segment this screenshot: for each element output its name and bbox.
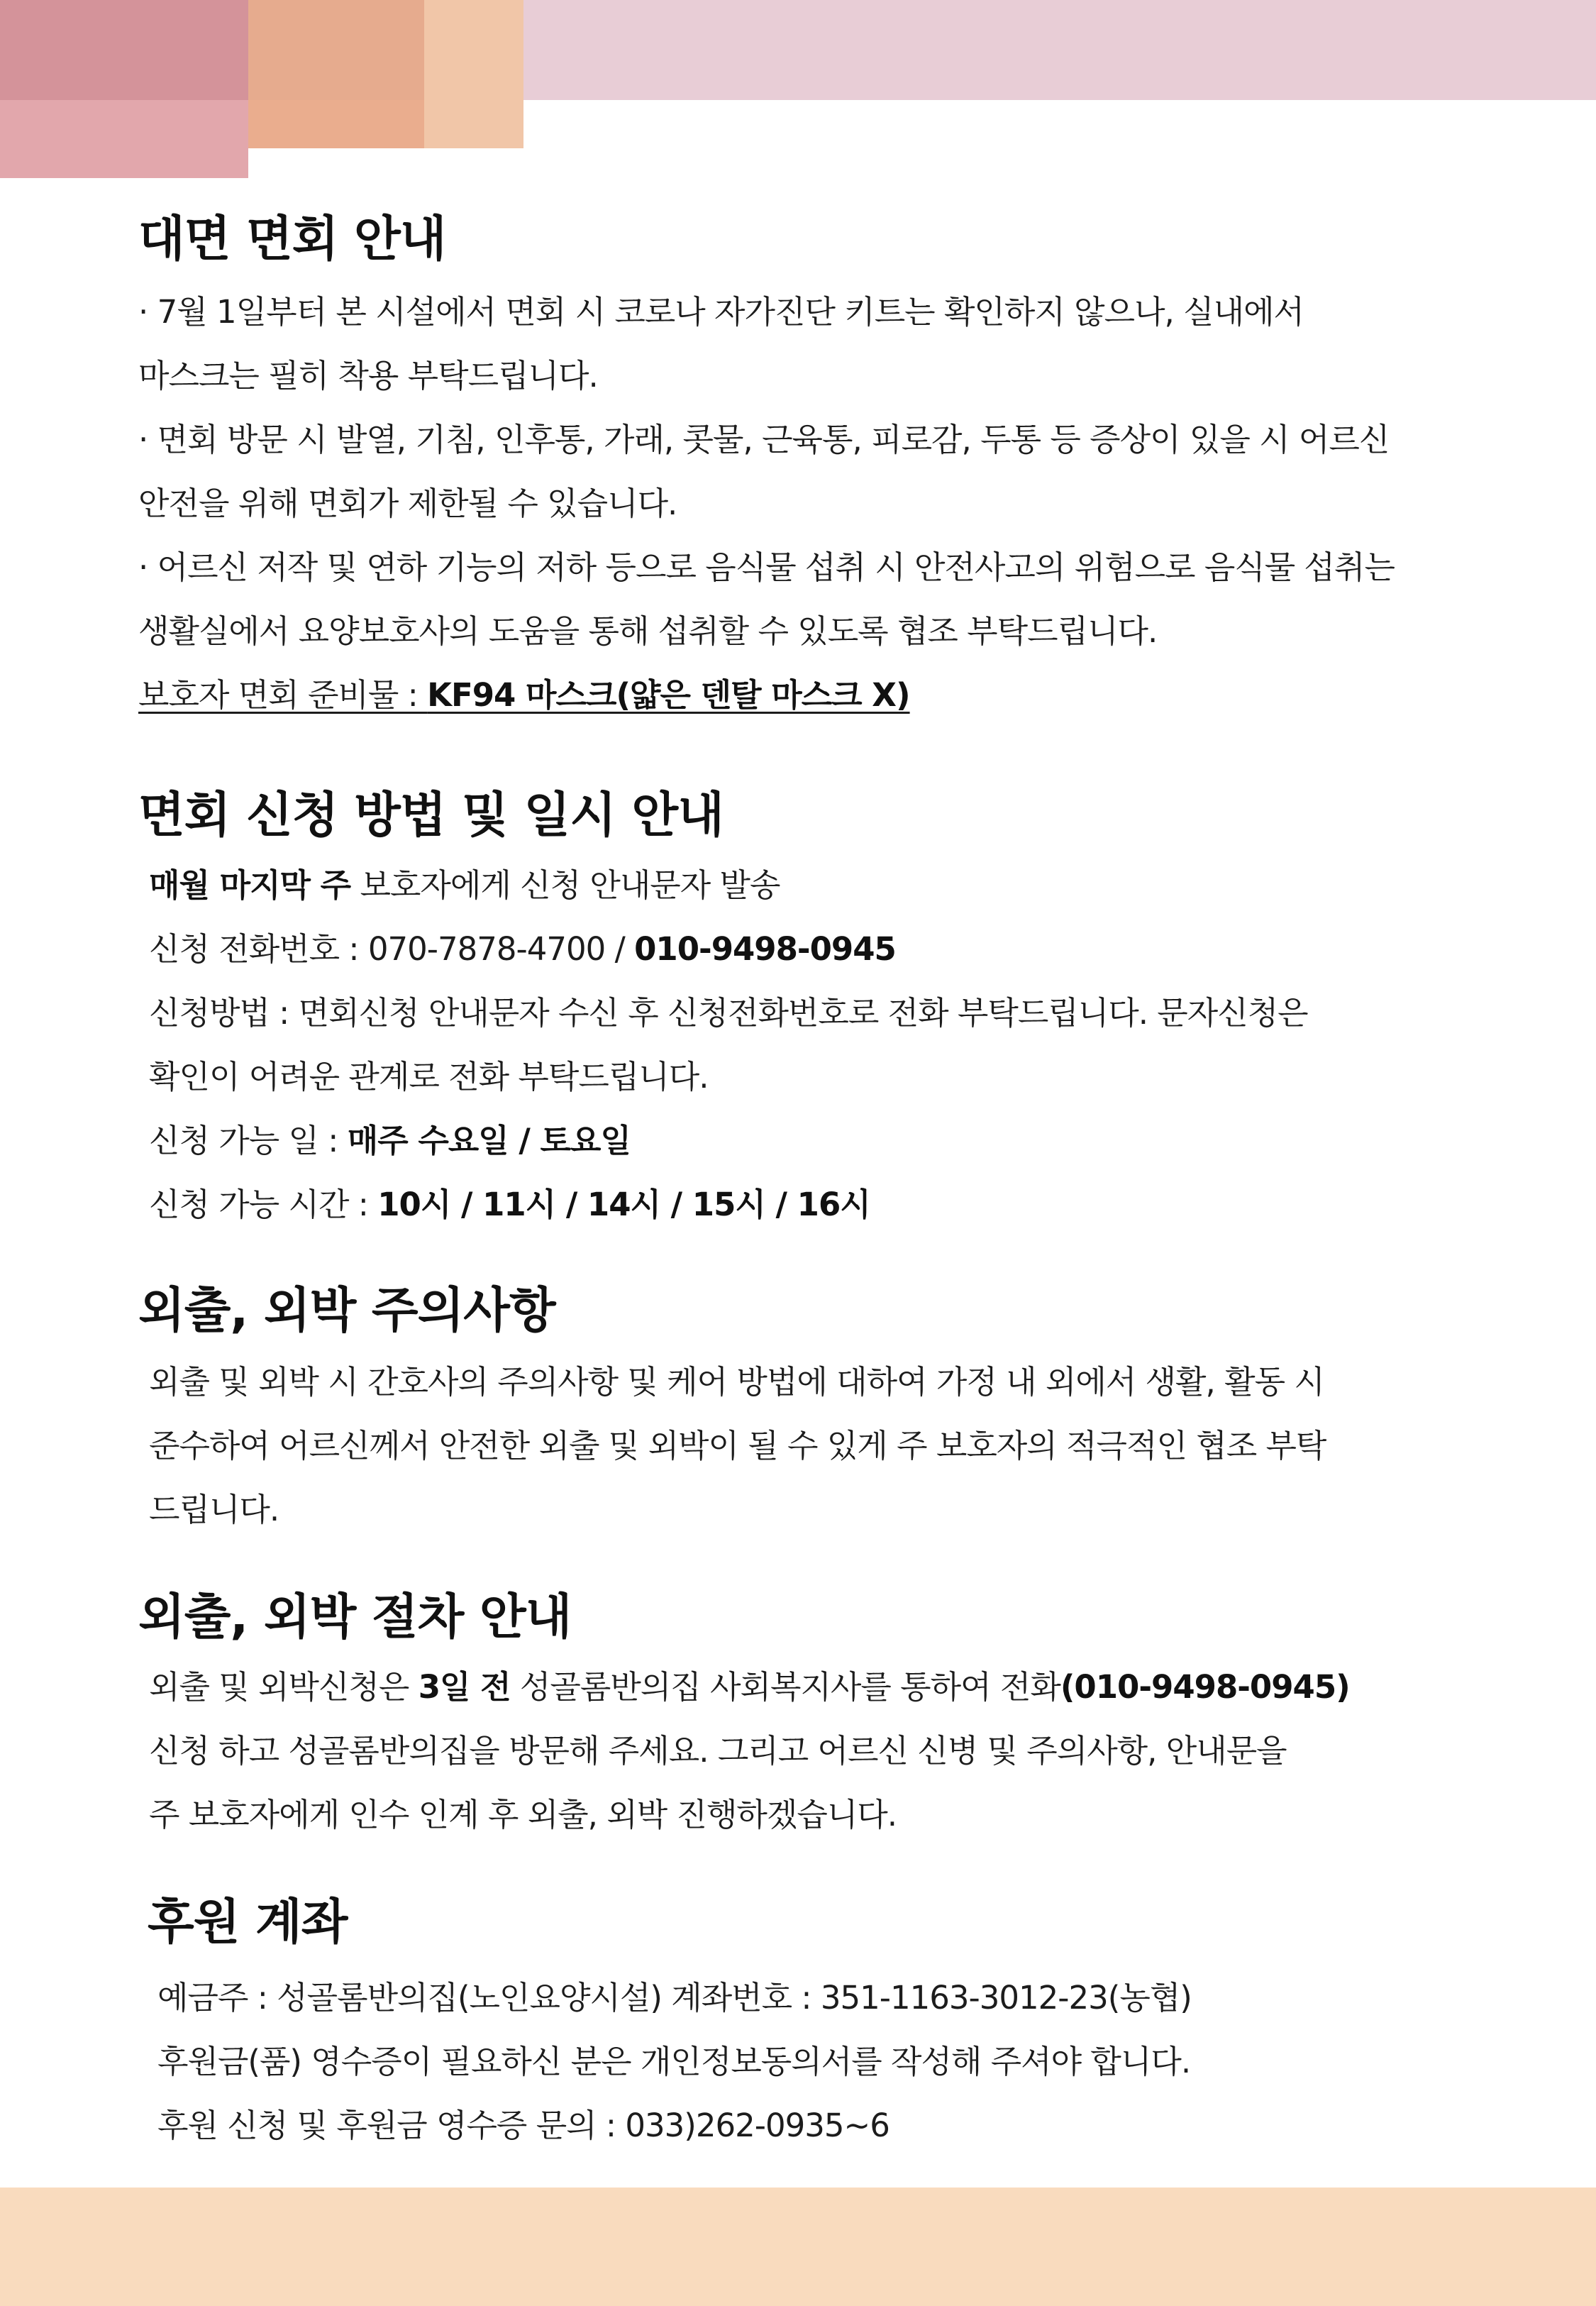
- text-line: 신청 하고 성골롬반의집을 방문해 주세요. 그리고 어르신 신병 및 주의사항, 안내문을: [149, 1732, 1287, 1770]
- phone-number-mobile[interactable]: 010-9498-0945: [634, 930, 896, 968]
- section-heading: 외출, 외박 절차 안내: [138, 1589, 572, 1645]
- section-heading: 대면 면회 안내: [138, 211, 446, 267]
- header-block-light-peach: [424, 0, 523, 148]
- bold-text: 3일 전: [418, 1668, 511, 1706]
- visitor-supplies-value: KF94 마스크(얇은 덴탈 마스크 X): [427, 676, 910, 714]
- text-line: · 면회 방문 시 발열, 기침, 인후통, 가래, 콧물, 근육통, 피로감, 두통 등 증상이 있을 시 어르신: [138, 421, 1390, 458]
- available-times: 10시 / 11시 / 14시 / 15시 / 16시: [377, 1186, 870, 1223]
- available-times-line: [149, 1185, 870, 1225]
- header-block-pink: [0, 100, 248, 178]
- section-heading: 면회 신청 방법 및 일시 안내: [138, 788, 724, 844]
- text-line: 안전을 위해 면회가 제한될 수 있습니다.: [138, 485, 677, 522]
- text: 성골롬반의집 사회복지사를 통하여 전화: [510, 1668, 1060, 1706]
- text-line: · 어르신 저작 및 연하 기능의 저하 등으로 음식물 섭취 시 안전사고의 위험으로 음식물 섭취는: [138, 548, 1395, 586]
- text-line: 신청방법 : 면회신청 안내문자 수신 후 신청전화번호로 전화 부탁드립니다. 문자신청은: [149, 994, 1308, 1032]
- text-line: [149, 866, 780, 905]
- available-days: 매주 수요일 / 토요일: [347, 1122, 631, 1159]
- available-days-line: [149, 1121, 631, 1161]
- header-block-peach: [248, 0, 424, 100]
- text-line: 생활실에서 요양보호사의 도움을 통해 섭취할 수 있도록 협조 부탁드립니다.: [138, 612, 1158, 650]
- text: 외출 및 외박신청은: [149, 1668, 419, 1706]
- text-line: 후원금(품) 영수증이 필요하신 분은 개인정보동의서를 작성해 주셔야 합니다.: [157, 2043, 1191, 2080]
- header-block-rose: [0, 0, 248, 100]
- text-line: · 7월 1일부터 본 시설에서 면회 시 코로나 자가진단 키트는 확인하지 않으나, 실내에서: [138, 293, 1304, 331]
- text-line: [149, 1667, 1350, 1707]
- section-heading: 후원 계좌: [148, 1894, 348, 1951]
- label: 신청 가능 일 :: [149, 1122, 348, 1159]
- section-heading: 외출, 외박 주의사항: [138, 1283, 555, 1339]
- label: 신청 가능 시간 :: [149, 1186, 378, 1223]
- phone-line: [149, 929, 896, 969]
- visitor-supplies-label: 보호자 면회 준비물 :: [138, 676, 428, 714]
- visitor-supplies-line: [138, 675, 910, 715]
- text-line: 준수하여 어르신께서 안전한 외출 및 외박이 될 수 있게 주 보호자의 적극적인 협조 부탁: [149, 1427, 1326, 1464]
- footer-band: [0, 2188, 1596, 2306]
- phone-number[interactable]: (010-9498-0945): [1060, 1668, 1350, 1706]
- text-line: 후원 신청 및 후원금 영수증 문의 : 033)262-0935~6: [157, 2107, 890, 2144]
- text-line: 확인이 어려운 관계로 전화 부탁드립니다.: [149, 1058, 709, 1096]
- text: 보호자에게 신청 안내문자 발송: [350, 866, 780, 904]
- phone-label: 신청 전화번호 : 070-7878-4700 /: [149, 930, 635, 968]
- text-line: 예금주 : 성골롬반의집(노인요양시설) 계좌번호 : 351-1163-3012-23(농협): [157, 1979, 1192, 2017]
- text-line: 드립니다.: [149, 1491, 279, 1528]
- bold-text: 매월 마지막 주: [149, 866, 351, 904]
- header-block-peach-lower: [248, 100, 424, 148]
- text-line: 주 보호자에게 인수 인계 후 외출, 외박 진행하겠습니다.: [149, 1796, 897, 1833]
- text-line: 마스크는 필히 착용 부탁드립니다.: [138, 357, 598, 395]
- text-line: 외출 및 외박 시 간호사의 주의사항 및 케어 방법에 대하여 가정 내 외에서 생활, 활동 시: [149, 1363, 1324, 1401]
